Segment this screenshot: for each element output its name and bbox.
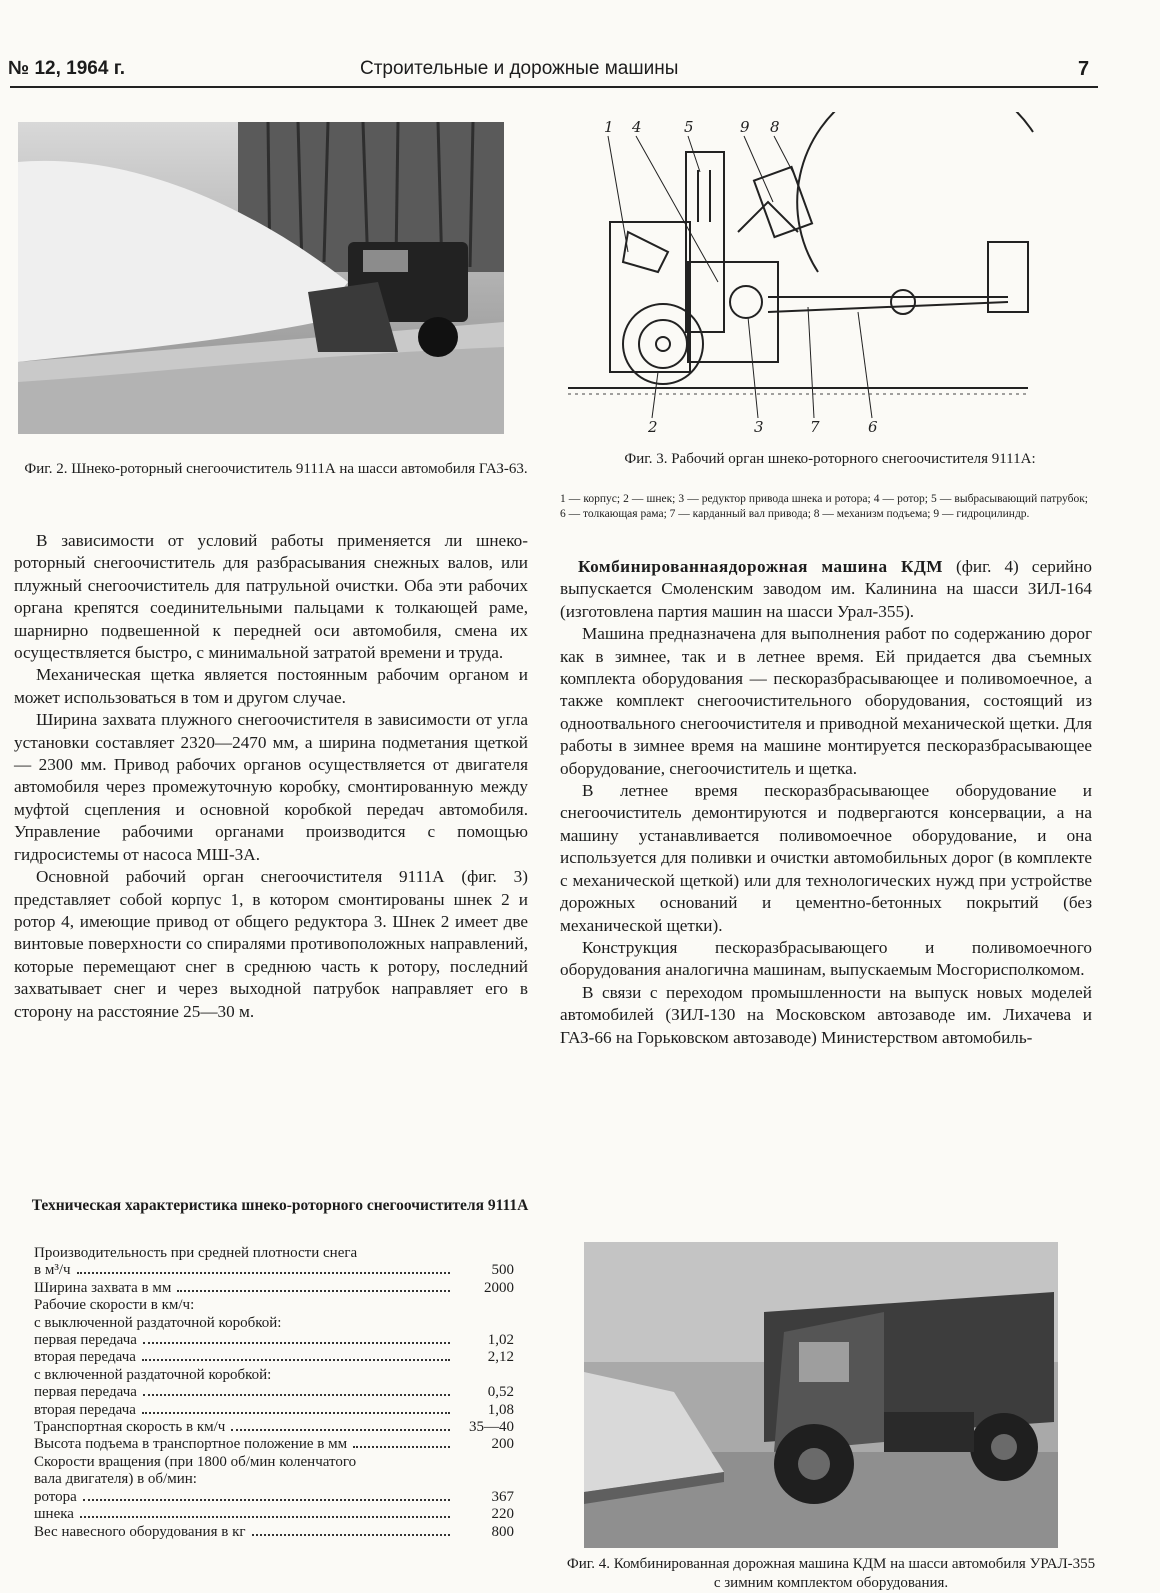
spec-row-value: 35—40 — [469, 1419, 514, 1436]
spec-row-value: 2000 — [484, 1279, 514, 1296]
right-paragraph: В летнее время пескоразбрасывающее оборудование и снегоочиститель демонтируются и подвергаются консервации, а на машину устанавливается поливомоечное оборудование, и она используется для поливки и очистки автомобильных дорог (в комплекте с механической щеткой) или для технологических нужд при устройстве дорожных оснований и цементно-бетонных покрытий (без механической щетки). — [560, 781, 1092, 935]
spec-row — [34, 1454, 514, 1471]
spec-row-value: 800 — [491, 1523, 514, 1540]
fig3-label-2: 2 — [648, 418, 658, 436]
spec-row — [34, 1297, 514, 1314]
fig3-caption: Фиг. 3. Рабочий орган шнеко-роторного снегоочистителя 9111А: — [624, 451, 1036, 467]
spec-row — [34, 1367, 514, 1384]
right-column — [560, 556, 1092, 1049]
kdm-heading-part1: Комбинированная — [578, 557, 729, 576]
spec-row-label: с включенной раздаточной коробкой: — [34, 1366, 272, 1383]
spec-row-label: Скорости вращения (при 1800 об/мин коленчатого — [34, 1453, 357, 1470]
fig4-caption: Фиг. 4. Комбинированная дорожная машина КДМ на шасси автомобиля УРАЛ-355 с зимним комплектом оборудования. — [566, 1556, 1096, 1591]
spec-row-label: первая передача — [34, 1332, 137, 1349]
spec-row-leader — [77, 1272, 450, 1274]
right-paragraph: Конструкция пескоразбрасывающего и поливомоечного оборудования аналогична машинам, выпускаемым Мосгорисполкомом. — [560, 937, 1092, 980]
fig3-label-3: 3 — [754, 418, 764, 436]
page-number: 7 — [1078, 58, 1090, 80]
spec-row-leader — [83, 1499, 450, 1501]
spec-row-label: ротора — [34, 1488, 77, 1505]
spec-row — [34, 1280, 514, 1297]
spec-row-label: первая передача — [34, 1384, 137, 1401]
spec-row-label: шнека — [34, 1506, 74, 1523]
spec-row — [34, 1419, 514, 1436]
spec-row-leader — [142, 1412, 450, 1414]
spec-table-title: Техническая характеристика шнеко-роторного снегоочистителя 9111А — [31, 1197, 529, 1214]
spec-row-label: Вес навесного оборудования в кг — [34, 1523, 246, 1540]
spec-row — [34, 1245, 514, 1262]
spec-row-leader — [80, 1516, 450, 1518]
spec-row-label: с выключенной раздаточной коробкой: — [34, 1314, 282, 1331]
spec-row — [34, 1262, 514, 1279]
spec-row — [34, 1315, 514, 1332]
spec-row-label: Высота подъема в транспортное положение в мм — [34, 1436, 348, 1453]
spec-row — [34, 1524, 514, 1541]
fig3-label-1: 1 — [604, 118, 614, 136]
spec-row-leader — [143, 1394, 450, 1396]
right-paragraph: В связи с переходом промышленности на выпуск новых моделей автомобилей (ЗИЛ-130 на Московском автозаводе им. Лихачева и ГАЗ-66 на Горьковском автозаводе) Министерством автомобиль- — [560, 982, 1092, 1047]
spec-row — [34, 1349, 514, 1366]
spec-row — [34, 1471, 514, 1488]
kdm-heading-paragraph — [560, 556, 1092, 623]
spec-row — [34, 1402, 514, 1419]
spec-row-leader — [142, 1359, 450, 1361]
spec-table — [34, 1245, 514, 1541]
left-column — [14, 530, 528, 1023]
left-paragraph: В зависимости от условий работы применяется ли шнеко-роторный снегоочиститель для разбрасывания снежных валов, или плужный снегоочиститель для патрульной очистки. Оба эти рабочих органа крепятся соединительными пальцами к толкающей раме, шарнирно подвешенной к передней оси автомобиля, смена их осуществляется быстро, с минимальной затратой времени и труда. — [14, 531, 528, 663]
spec-row — [34, 1384, 514, 1401]
spec-row-leader — [231, 1429, 450, 1431]
spec-row-label: Производительность при средней плотности снега — [34, 1245, 358, 1261]
spec-row-label: Транспортная скорость в км/ч — [34, 1419, 226, 1436]
spec-row-value: 1,02 — [487, 1332, 514, 1349]
spec-row-value: 0,52 — [487, 1384, 514, 1401]
spec-row-value: 2,12 — [487, 1349, 514, 1366]
spec-row-label: вала двигателя) в об/мин: — [34, 1471, 197, 1488]
spec-row-value: 1,08 — [487, 1401, 514, 1418]
spec-row-label: вторая передача — [34, 1401, 136, 1418]
spec-row — [34, 1489, 514, 1506]
fig2-photo — [18, 122, 504, 434]
left-paragraph: Ширина захвата плужного снегоочистителя в зависимости от угла установки составляет 2320—2470 мм, а ширина подметания щеткой — 2300 мм. Привод рабочих органов осуществляется от двигателя автомобиля через промежуточную коробку, смонтированную между муфтой сцепления и основной коробкой передач автомобиля. Управление рабочими органами производится с помощью гидросистемы от насоса МШ-3А. — [14, 710, 528, 864]
spec-row-label: Ширина захвата в мм — [34, 1279, 172, 1296]
fig3-drawing — [568, 112, 1068, 442]
spec-row-label: в м³/ч — [34, 1262, 71, 1279]
spec-row-leader — [143, 1342, 450, 1344]
spec-row-leader — [252, 1534, 450, 1536]
spec-row-leader — [353, 1446, 450, 1448]
spec-row-value: 500 — [491, 1262, 514, 1279]
left-paragraph: Основной рабочий орган снегоочистителя 9111А (фиг. 3) представляет собой корпус 1, в котором смонтированы шнек 2 и ротор 4, имеющие привод от общего редуктора 3. Шнек 2 имеет две винтовые поверхности со спиралями противоположных направлений, которые перемещают снег в среднюю часть к ротору, последний захватывает снег и через выходной патрубок направляет его в сторону на расстояние 25—30 м. — [14, 867, 528, 1021]
fig2-caption: Фиг. 2. Шнеко-роторный снегоочиститель 9111А на шасси автомобиля ГАЗ-63. — [24, 461, 528, 477]
fig3-legend: 1 — корпус; 2 — шнек; 3 — редуктор привода шнека и ротора; 4 — ротор; 5 — выбрасывающий патрубок; 6 — толкающая рама; 7 — карданный вал привода; 8 — механизм подъема; 9 — гидроцилиндр. — [560, 493, 1088, 520]
left-paragraph: Механическая щетка является постоянным рабочим органом и может использоваться в том и другом случае. — [14, 665, 528, 707]
spec-row-label: вторая передача — [34, 1349, 136, 1366]
fig3-label-6: 6 — [868, 418, 878, 436]
fig3-label-7: 7 — [810, 418, 820, 436]
fig3-label-8: 8 — [770, 118, 780, 136]
spec-row-leader — [177, 1290, 450, 1292]
right-paragraph: Машина предназначена для выполнения работ по содержанию дорог как в зимнее, так и в летнее время. Ей придается два съемных комплекта оборудования — пескоразбрасывающее и поливомоечное, а также комплект снегоочистительного оборудования, состоящий из одноотвального снегоочистителя и приводной механической щетки. Для работы в зимнее время на машине монтируется пескоразбрасывающее оборудование, снегоочиститель и щетка. — [560, 624, 1092, 778]
header-rule — [10, 86, 1098, 88]
journal-title: Строительные и дорожные машины — [360, 58, 679, 79]
spec-row-label: Рабочие скорости в км/ч: — [34, 1297, 195, 1314]
spec-row — [34, 1506, 514, 1523]
spec-row-value: 220 — [491, 1506, 514, 1523]
kdm-heading-continuation: (фиг. 4) серийно выпускается Смоленским заводом им. Калинина на шасси ЗИЛ-164 (изготовлена партия машин на шасси Урал-355). — [560, 557, 1093, 621]
fig3-label-9: 9 — [740, 118, 750, 136]
issue-number: № 12, 1964 г. — [8, 58, 125, 79]
fig4-photo — [584, 1242, 1058, 1548]
kdm-heading-part2: дорожная машина КДМ — [728, 557, 944, 576]
spec-row — [34, 1332, 514, 1349]
fig3-label-4: 4 — [632, 118, 642, 136]
spec-row-value: 200 — [491, 1436, 514, 1453]
fig3-label-5: 5 — [684, 118, 694, 136]
spec-row — [34, 1436, 514, 1453]
spec-row-value: 367 — [491, 1488, 514, 1505]
